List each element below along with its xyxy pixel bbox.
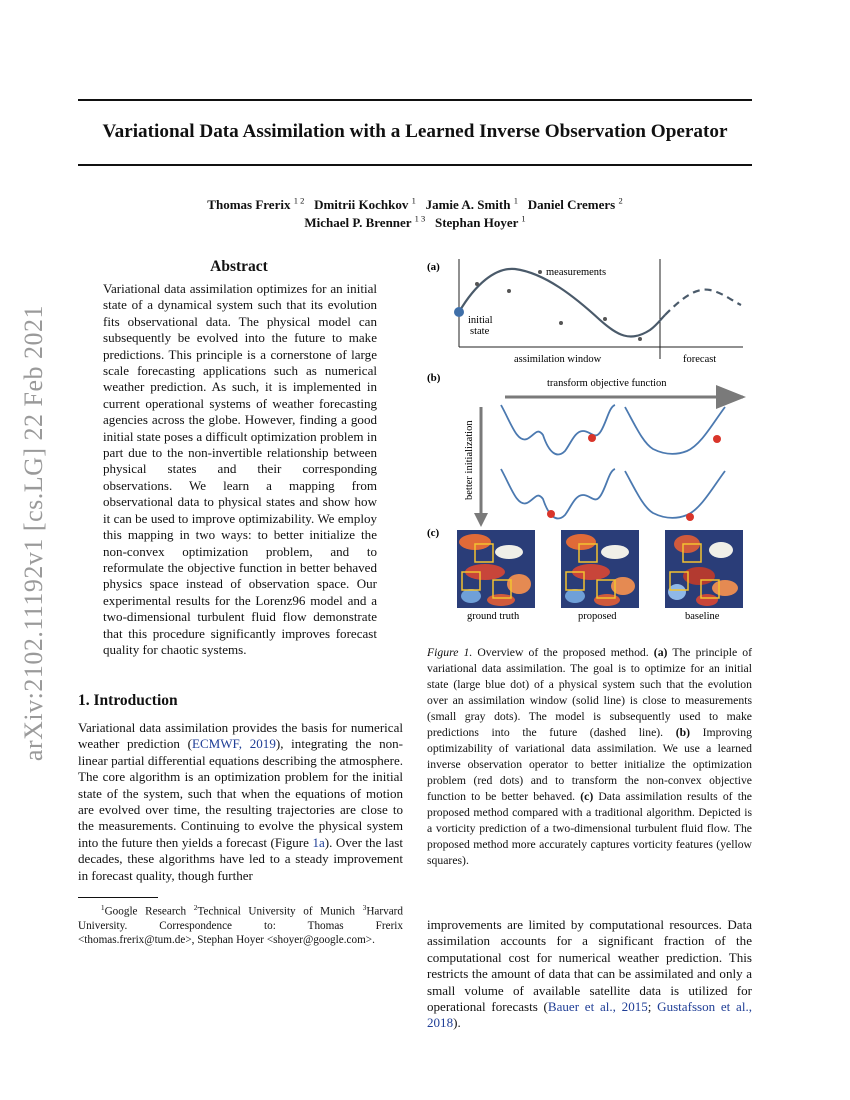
init-arrow-head [474,513,488,527]
citation-link[interactable]: Bauer et al., 2015 [547,999,648,1015]
measurement-dot [638,337,642,341]
authors-line-2 [78,214,752,231]
measurement-dot [475,282,479,286]
forecast-label: forecast [683,354,717,365]
footnote-rule [78,897,158,898]
init-dot [547,510,555,518]
label-proposed: proposed [578,611,617,622]
figure-1 [425,255,755,635]
forecast-curve [665,290,741,315]
paper-title: Variational Data Assimilation with a Learned Inverse Observation Operator [102,121,728,142]
figure-1-svg [425,255,755,630]
legend-dot [538,270,542,274]
assimilation-window-label: assimilation window [514,354,602,365]
label-ground-truth: ground truth [467,611,520,622]
panel-c-label: (c) [427,527,440,539]
initial-label: initial [468,315,493,326]
authors-line-1 [78,196,752,213]
vorticity-panel-ground-truth [457,530,535,608]
abstract-text: Variational data assimilation optimizes for an initial state of a dynamical system such that its evolution fits observational data. The physical model can subsequently be evolved into the future to make predictions. This principle is a cornerstone of large scale forecasting applications such as numerical weather prediction. As such, it is implemented in current operational systems of weather forecasting agencies across the globe. However, finding a good initial state poses a difficult optimization problem in part due to the non-invertible relationship between physical states and their corresponding observations. We learn a mapping from observational data to physical states and show how it can be used to improve optimizability. We employ this mapping in two ways: to better initialize the non-convex optimization problem, and to reformulate the objective function in better behaved physics space instead of observation space. Our experimental results for the Lorenz96 model and a two-dimensional turbulent fluid flow demonstrate that this procedure significantly improves forecast quality for chaotic systems. [103,281,377,657]
measurements-label: measurements [546,267,607,278]
objective-curve-nonconvex-2 [501,469,615,518]
author: Dmitrii Kochkov $^1$ [314,196,416,213]
author: Thomas Frerix $^{1 2}$ [207,196,305,213]
objective-curve-nonconvex [501,405,615,454]
abstract-heading: Abstract [210,258,268,275]
panel-b-label: (b) [427,372,441,384]
init-dot [713,435,721,443]
transform-label: transform objective function [547,378,667,389]
author: Daniel Cremers $^2$ [527,196,623,213]
figure-ref-link[interactable]: 1a [312,834,325,850]
objective-curve-convex-2 [625,471,725,518]
vorticity-panel-baseline [665,530,743,608]
initial-state-dot [454,307,464,317]
better-initialization-label: better initialization [464,420,475,500]
trajectory-curve [459,269,665,337]
citation-link[interactable]: Gustafsson et al., 2018 [427,999,752,1031]
author: Michael P. Brenner $^{1 3}$ [304,214,426,231]
label-baseline: baseline [685,611,720,622]
measurement-dot [559,321,563,325]
intro-paragraph: Variational data assimilation provides the basis for numerical weather prediction (ECMWF, 2019), integrating the non-linear partial differential equations describing the atmosphere. The core algorithm is an optimization problem for the initial state of the system, such that when the equations of motion are evolved over time, the resulting trajectories are close to the measurements. Continuing to evolve the physical system into the future then yields a forecast (Figure 1a). Over the last decades, these algorithms have led to a steady improvement in forecast quality, though further [78,720,403,883]
objective-curve-convex [625,407,725,454]
intro-paragraph-continued: improvements are limited by computational resources. Data assimilation accounts for a significant fraction of the computational cost for numerical weather prediction. This restricts the amount of data that can be assimilated and only a small volume of available satellite data is utilized for operational forecasts (Bauer et al., 2015; Gustafsson et al., 2018). [427,917,752,1031]
measurement-dot [507,289,511,293]
arxiv-stamp: arXiv:2102.11192v1 [cs.LG] 22 Feb 2021 [19,304,48,762]
vorticity-panel-proposed [561,530,639,608]
init-dot [686,513,694,521]
citation-link[interactable]: ECMWF, 2019 [191,736,276,752]
panel-a-label: (a) [427,261,440,273]
footnote: $^1$Google Research $^2$Technical University of Munich $^3$Harvard University. Correspondence to: Thomas Frerix <thomas.frerix@tum.de>, Stephan Hoyer <shoyer@google.com>. [78,903,403,946]
author: Stephan Hoyer $^1$ [434,214,526,231]
title-top-rule [78,99,752,101]
state-label: state [470,326,490,337]
title-bottom-rule [78,164,752,166]
intro-heading: 1. Introduction [78,692,178,709]
measurement-dot [603,317,607,321]
init-dot [588,434,596,442]
figure-caption: Figure 1. Overview of the proposed method. (a) The principle of variational data assimilation. The goal is to optimize for an initial state (large blue dot) of a physical system such that the evolution over an assimilation window (solid line) is close to measurements (small gray dots). The model is subsequently used to make predictions into the future (dashed line). (b) Improving optimizability of variational data assimilation. We use a learned inverse observation operator to better initialize the optimization problem (red dots) and to transform the non-convex objective function to be better behaved. (c) Data assimilation results of the proposed method compared with a traditional algorithm. Depicted is a vorticity prediction of a two-dimensional turbulent fluid flow. The proposed method more accurately captures vorticity features (yellow squares). [427,646,752,867]
author: Jamie A. Smith $^1$ [425,196,518,213]
